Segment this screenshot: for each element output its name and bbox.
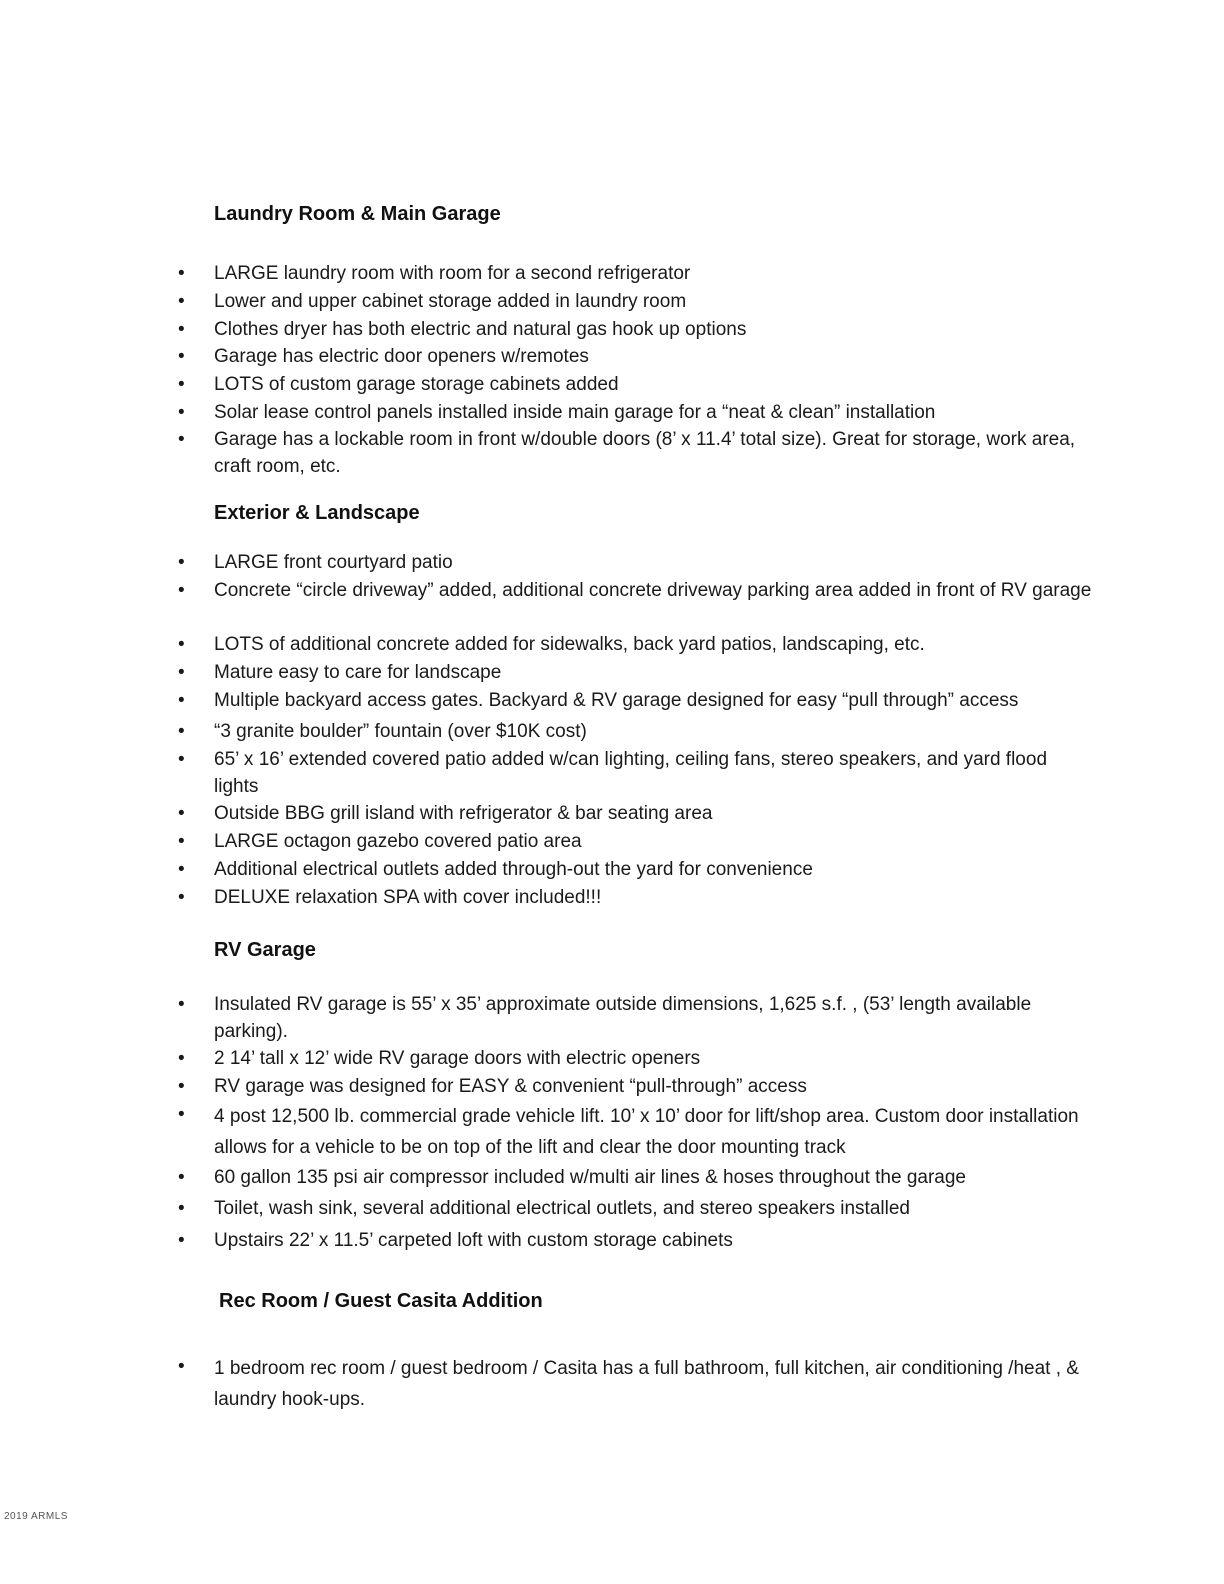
list-item: • 2 14’ tall x 12’ wide RV garage doors with electric openers <box>214 1045 1094 1072</box>
bullet-icon: • <box>178 1198 185 1219</box>
bullet-icon: • <box>178 831 185 852</box>
list-item: • LOTS of additional concrete added for sidewalks, back yard patios, landscaping, etc. <box>214 631 1094 658</box>
bullet-icon: • <box>178 402 185 423</box>
list-item: • Garage has electric door openers w/remotes <box>214 343 1094 370</box>
list-item: • 1 bedroom rec room / guest bedroom / Casita has a full bathroom, full kitchen, air conditioning /heat , & laundry hook-ups. <box>214 1353 1094 1415</box>
list-item: • 4 post 12,500 lb. commercial grade vehicle lift. 10’ x 10’ door for lift/shop area. Custom door installation allows for a vehicle to be on top of the lift and clear the door mounting track <box>214 1101 1094 1163</box>
bullet-icon: • <box>178 887 185 908</box>
list-item: • “3 granite boulder” fountain (over $10K cost) <box>214 718 1094 745</box>
section-heading-rv-garage: RV Garage <box>214 939 316 961</box>
section-heading-exterior-landscape: Exterior & Landscape <box>214 502 420 524</box>
footer-copyright: 2019 ARMLS <box>4 1511 68 1522</box>
bullet-icon: • <box>178 803 185 824</box>
list-item: • LOTS of custom garage storage cabinets added <box>214 371 1094 398</box>
bullet-icon: • <box>178 319 185 340</box>
section-heading-laundry-garage: Laundry Room & Main Garage <box>214 203 501 225</box>
list-item: • LARGE laundry room with room for a second refrigerator <box>214 260 1094 287</box>
list-item: • Additional electrical outlets added through-out the yard for convenience <box>214 856 1094 883</box>
bullet-icon: • <box>178 662 185 683</box>
list-item: • Outside BBG grill island with refrigerator & bar seating area <box>214 800 1094 827</box>
bullet-icon: • <box>178 580 185 601</box>
bullet-icon: • <box>178 346 185 367</box>
list-item: • Insulated RV garage is 55’ x 35’ approximate outside dimensions, 1,625 s.f. , (53’ length available parking). <box>214 991 1094 1045</box>
list-item: • RV garage was designed for EASY & convenient “pull-through” access <box>214 1073 1094 1100</box>
list-item: • Garage has a lockable room in front w/double doors (8’ x 11.4’ total size). Great for storage, work area, craft room, etc. <box>214 426 1094 480</box>
list-item: • DELUXE relaxation SPA with cover included!!! <box>214 884 1094 911</box>
bullet-icon: • <box>178 690 185 711</box>
list-item: • LARGE octagon gazebo covered patio area <box>214 828 1094 855</box>
bullet-icon: • <box>178 1048 185 1069</box>
list-item: • Multiple backyard access gates. Backyard & RV garage designed for easy “pull through” access <box>214 687 1094 714</box>
list-item: • Mature easy to care for landscape <box>214 659 1094 686</box>
list-item: • LARGE front courtyard patio <box>214 549 1094 576</box>
bullet-icon: • <box>178 374 185 395</box>
list-item: • Concrete “circle driveway” added, additional concrete driveway parking area added in front of RV garage <box>214 577 1094 604</box>
bullet-icon: • <box>178 1104 185 1125</box>
bullet-icon: • <box>178 1230 185 1251</box>
list-item: • Lower and upper cabinet storage added in laundry room <box>214 288 1094 315</box>
list-item: • 60 gallon 135 psi air compressor included w/multi air lines & hoses throughout the garage <box>214 1164 1094 1191</box>
bullet-icon: • <box>178 291 185 312</box>
list-item: • 65’ x 16’ extended covered patio added w/can lighting, ceiling fans, stereo speakers, and yard flood lights <box>214 746 1094 800</box>
bullet-icon: • <box>178 552 185 573</box>
list-item: • Upstairs 22’ x 11.5’ carpeted loft with custom storage cabinets <box>214 1227 1094 1254</box>
list-item: • Toilet, wash sink, several additional electrical outlets, and stereo speakers installed <box>214 1195 1094 1222</box>
bullet-icon: • <box>178 1167 185 1188</box>
bullet-icon: • <box>178 859 185 880</box>
bullet-icon: • <box>178 1356 185 1377</box>
bullet-icon: • <box>178 721 185 742</box>
list-item: • Solar lease control panels installed inside main garage for a “neat & clean” installation <box>214 399 1094 426</box>
list-item: • Clothes dryer has both electric and natural gas hook up options <box>214 316 1094 343</box>
bullet-icon: • <box>178 1076 185 1097</box>
bullet-icon: • <box>178 749 185 770</box>
bullet-icon: • <box>178 994 185 1015</box>
section-heading-rec-room: Rec Room / Guest Casita Addition <box>219 1290 543 1312</box>
bullet-icon: • <box>178 634 185 655</box>
bullet-icon: • <box>178 429 185 450</box>
bullet-icon: • <box>178 263 185 284</box>
